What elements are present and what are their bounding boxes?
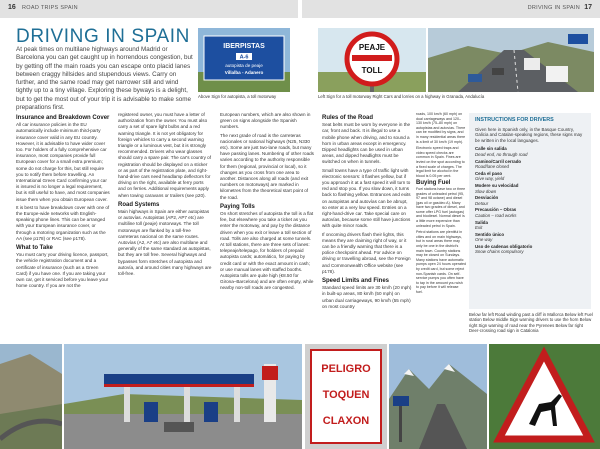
- sidebar-term: Salida: [475, 219, 488, 225]
- sidebar-term: Calle sin salida: [475, 146, 507, 152]
- column-4: [322, 112, 412, 312]
- sign-brand-text: IBERPISTAS: [223, 43, 265, 50]
- intro-paragraph: At peak times on multilane highways around Madrid or Barcelona you can get caught up in horrendous congestion, but by getting off the main roads you can escape onto placid lanes between craggy hillsides and stupendous views. Carry on further, and the same road may get narrower still and wind tightly up to a tiny village. Exploring these byways is a delight, but to get the most out of your trip it is advisable to make some preparations first.: [16, 46, 193, 112]
- sidebar-term: Desviación: [475, 195, 499, 201]
- heading-what-to-take: What to Take: [16, 245, 53, 252]
- paragraph: Main highways in Spain are either autopistas or autovías. Autopistas (AP2, AP7 etc) are multiline toll (peaje) motorways. The toll motorways are flanked by a toll-free carreteras nacional on the same routes. Autovías (A2, A7 etc) are also multilane and generally of the same standard as autopistas, but they are toll free. Several highways and bypasses form stretches of autopista and autovía, and around cities many highways are toll-free.: [118, 209, 212, 277]
- fuel-station-photo: [64, 344, 302, 449]
- toll-sign-photo: [318, 28, 426, 92]
- paragraph: Standard speed limits are 30 km/h (20 mph) in built-up areas, 80 km/h (50 mph) on urban dual carriageways, 90 km/h (55 mph) on most country: [322, 285, 412, 309]
- page-title: DRIVING IN SPAIN: [16, 26, 190, 47]
- column-2: [118, 112, 212, 279]
- cliff-road-photo: [0, 344, 62, 449]
- peligro-line1: PELIGRO: [321, 363, 371, 375]
- sidebar-intro: Given here in Spanish only, in the Basque Country, Galicia and Catalan-speaking regions, these signs may be written in the local languages.: [475, 126, 583, 143]
- left-page-number: 16: [8, 4, 16, 11]
- paragraph: Petrol stations are plentiful in cities and on main highways, but in rural areas there may only be one in the district's main town. Country stations may be closed on Sundays. Many stations have automatic pumps open 24 hours operated by credit card, but some reject non-Spanish cards. On self-service pumps you often have to tap in the amount you wish to pay before it will release fuel.: [416, 230, 466, 294]
- column-3: [220, 112, 314, 294]
- sidebar-title: INSTRUCTIONS FOR DRIVERS: [475, 117, 554, 123]
- paragraph: Electronic speed traps and video speed checks are common in Spain. Fines are levied on the spot according to a fixed scale of charges. The legal limit for alcohol in the blood is 0.05 per cent.: [416, 146, 465, 178]
- heading-road-systems: Road Systems: [118, 201, 160, 208]
- peligro-line3: CLAXON: [322, 415, 370, 427]
- heading-insurance: Insurance and Breakdown Cover: [16, 115, 110, 121]
- paragraph: It is best to have breakdown cover with one of the Europe-wide networks with English-speaking phone lines. This can be arranged with your European insurance cover, or through a motoring organization such as the AA (see p178) or RAC (see p178).: [16, 204, 110, 241]
- sidebar-definition: Exit: [475, 225, 483, 231]
- right-page-number: 17: [584, 4, 592, 11]
- sidebar-definition: One way: [475, 237, 493, 243]
- sidebar-definition: Snow chains compulsory: [475, 249, 524, 255]
- paragraph: The next grade of road is the carreteras nacionales or national highways (N25, N330 etc). Some are just two-lane roads, but many have passing lanes. Numbering of other roads varies according to the authority responsible for them (regional, provincial or local), so it changes as you cross from one area to another. Distances along all roads (and exit numbers on motorways) are marked in kilometres from the theoretical start point of the road.: [220, 132, 314, 200]
- paragraph: If oncoming drivers flash their lights, this means they are claiming right of way, or it can be a friendly warning that there is a police checkpoint ahead. For advice on driving or travelling abroad, see the Foreign and Commonwealth Office website (see p178).: [322, 231, 411, 274]
- paragraph: All car insurance policies in the EU automatically include minimum third-party insurance cover valid in any EU country. However, it is advisable to have wider cover too. For holders of a fully comprehensive car insurance, most companies provide full European cover for a small extra premium; some do not charge for this, but still require you to notify them before travelling. An International Green Card confirming your car is insured is no longer a legal requirement, but is still useful to have, and most companies issue them when you obtain European cover.: [16, 122, 110, 202]
- sidebar-definition: Slow down: [475, 188, 497, 194]
- paragraph: Fuel stations have two or three grades of unleaded petrol (95, 97 and 98 octane) and diesel (gas oil or gasóleo A). Many have two grades of diesel, and some offer LPG fuel (autogas) and biodiesel. Normal diesel is a little more expensive than unleaded petrol in Spain.: [416, 186, 466, 228]
- left-running-head: ROAD TRIPS SPAIN: [22, 5, 78, 11]
- paragraph: Small towns have a type of traffic light with electronic sensors: it flashes yellow, but if you approach it at a fast speed it will turn to red and stop you. If you slow down, it turns back to flashing yellow. Entrances and exits on autopistas and autovías can be abrupt, so enter at a very low speed. Entries on a right-hand-drive car. Take special care on autovías, because some still have junctions with quite minor roads.: [322, 167, 411, 229]
- autopista-sign-photo: [198, 28, 290, 92]
- pyrenees-road-photo: [389, 344, 487, 449]
- paragraph: registered owner, you must have a letter of authorization from the owner. You must also carry a set of spare light bulbs and a red warning triangle. It is not yet obligatory for foreign vehicles to carry a second warning triangle or a luminous vest, but it is strongly recommended. Drivers who wear glasses should carry a spare pair. The car's country of registration should be displayed on a sticker or as part of the registration plate, and right-hand-drive cars need headlamp deflectors for driving on the right, available at ferry ports and on ferries. Additional requirements apply when towing caravans or trailers (see p20).: [118, 112, 211, 198]
- sign-photo-caption: Above Sign for autopista, a toll motorway: [198, 94, 277, 99]
- bottom-photos-caption: Below far left Road winding past a cliff in Mallorca Below left Fuel station Below middle Sign warning drivers to use the horn Below right Sign warning of road near the Pyrenees Below far right Deer-crossing road sign in Catalonia: [469, 312, 593, 333]
- peaje-text: PEAJE: [358, 43, 386, 52]
- toll-photo-caption: Left Sign for a toll motorway Right Cars and lorries on a highway in Granada, Andalucía: [318, 94, 485, 99]
- highway-photo: [428, 28, 594, 92]
- sidebar-entries: [475, 146, 585, 255]
- sidebar-term: Modere su velocidad: [475, 182, 519, 188]
- sidebar-term: Sentido único: [475, 231, 505, 237]
- right-running-head: DRIVING IN SPAIN: [527, 5, 580, 11]
- sidebar-definition: Dead end, no through road: [475, 151, 528, 157]
- peligro-line2: TOQUEN: [322, 389, 370, 401]
- paragraph: You must carry your driving licence, passport, the vehicle registration document and a certificate of insurance (such as a Green Card) if you have one. If you are taking your own car, get it serviced before you leave your home country. If you are not the: [16, 252, 109, 289]
- paragraph: On short stretches of autopista the toll is a flat fee, but elsewhere you take a ticket as you enter the motorway, and pay by the distance driven when you exit or leave a toll section of road. Tolls are also charged at some tunnels. At toll stations, there are three sets of lanes: telepeaje/telepago, for holders of prepaid autopista cards; automático, for paying by credit card or with the exact amount in cash; or use manual lanes with staffed booths. Autopista tolls are quite high (€8.50 for Girona–Barcelona) and are often empty, while nearby non-toll roads are congested.: [220, 211, 314, 291]
- heading-paying-tolls: Paying Tolls: [220, 203, 255, 210]
- instructions-sidebar: [469, 113, 591, 309]
- paragraph: Seat belts must be worn by everyone in the car, front and back. It is illegal to use a mobile phone when driving, and to sound a horn in urban areas except in emergency. Dipped headlights can be used in urban areas, and dipped headlights must be switched on when in tunnels.: [322, 122, 411, 165]
- sign-road-text: A-6: [239, 54, 249, 61]
- paragraph: European numbers, which are also shown in green on signs alongside the Spanish numbers.: [220, 112, 311, 130]
- sign-line1-text: autopista de peaje: [225, 63, 263, 68]
- sidebar-term: Camino/Carril cerrado: [475, 158, 522, 164]
- sidebar-definition: Caution – road works: [475, 212, 517, 218]
- column-1: [16, 112, 110, 291]
- sidebar-definition: Give way, yield: [475, 176, 505, 182]
- sidebar-term: Uso de cadenas obligatorio: [475, 243, 533, 249]
- deer-crossing-sign-photo: [489, 344, 600, 449]
- column-5: [416, 112, 466, 340]
- heading-rules-of-road: Rules of the Road: [322, 115, 374, 121]
- sidebar-term: Ceda el paso: [475, 170, 503, 176]
- horn-warning-sign-photo: [305, 344, 387, 449]
- heading-buying-fuel: Buying Fuel: [416, 180, 451, 187]
- sidebar-definition: Detour: [475, 200, 489, 206]
- sign-line2-text: Villalba - Adanero: [224, 70, 264, 75]
- heading-speed-limits: Speed Limits and Fines: [322, 278, 390, 285]
- sidebar-definition: Road/lane closed: [475, 164, 509, 170]
- paragraph: roads, 100 km/h (60 mph) on dual carriageways and 120–130 km/h (75–80 mph) on autopistas and autovías. There can be modified by signs, and in many residential areas there is a limit of 30 km/h (19 mph).: [416, 112, 466, 144]
- sidebar-term: Precaución – Obras: [475, 207, 517, 213]
- toll-text: TOLL: [361, 66, 383, 75]
